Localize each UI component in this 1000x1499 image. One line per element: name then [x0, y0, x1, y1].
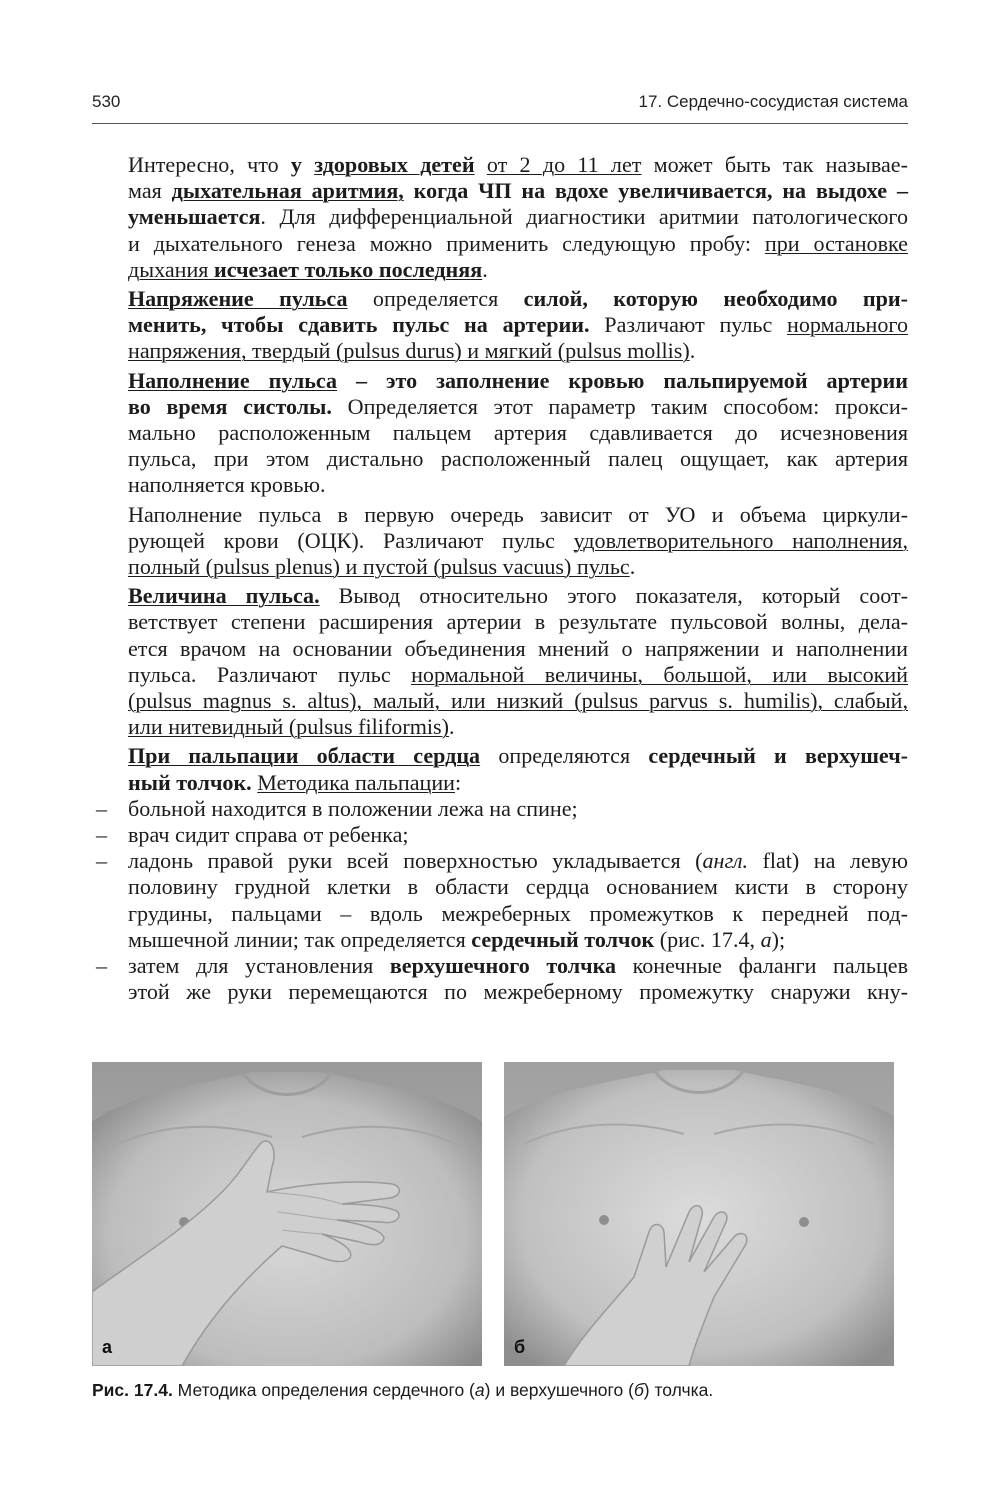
figure-label-a: а [102, 1337, 113, 1357]
paragraph-pulse-filling: Наполнение пульса – это заполнение кровью пальпируемой артерии во время систолы. Определяется этот параметр таким способом: прокси- мально расположенным пальцем артерия сдавливается до исчезновения пульса, при этом дистально расположенный палец ощущает, как артерия наполняется кровью. [128, 367, 909, 498]
paragraph-respiratory-arrhythmia: Интересно, что у здоровых детей от 2 до 11 лет может быть так называе- мая дыхательная аритмия, когда ЧП на вдохе увеличивается, на выдохе – уменьшается. Для дифференциальной диагностики аритмии патологического и дыхательного генеза можно применить следующую пробу: при остановке дыхания исчезает только последняя. [128, 152, 908, 282]
list-item: – затем для установления верхушечного толчка конечные фаланги пальцев этой же руки перемещаются по межреберному промежутку снаружи кну- [96, 953, 909, 1005]
list-item: – врач сидит справа от ребенка; [96, 822, 409, 848]
figure-caption: Рис. 17.4. Методика определения сердечного (а) и верхушечного (б) толчка. [92, 1380, 714, 1400]
paragraph-pulse-tension: Напряжение пульса определяется силой, которую необходимо при- менить, чтобы сдавить пульс на артерии. Различают пульс нормального напряжения, твердый (pulsus durus) и мягкий (pulsus mollis). [128, 286, 908, 364]
paragraph-pulse-magnitude: Величина пульса. Вывод относительно этого показателя, который соот- ветствует степени расширения артерии в результате пульсовой волны, дела- ется врачом на основании объединения мнений о напряжении и наполнении пульса. Различают пульс нормальной величины, большой, или высокий (pulsus magnus s. altus), малый, или низкий (pulsus parvus s. humilis), слабый, или нитевидный (pulsus filiformis). [128, 583, 909, 740]
chapter-title: 17. Сердечно-сосудистая система [638, 92, 908, 111]
palpation-steps-list [92, 796, 908, 1006]
body-text [92, 152, 908, 1006]
figure-17-4 [92, 1062, 894, 1366]
page-header [92, 92, 908, 112]
chest-palm-illustration [92, 1062, 482, 1366]
list-item: – ладонь правой руки всей поверхностью укладывается (англ. flat) на левую половину грудной клетки в области сердца основанием кисти в сторону грудины, пальцами – вдоль межреберных промежутков к передней под- мышечной линии; так определяется сердечный толчок (рис. 17.4, а); [96, 848, 908, 952]
paragraph-filling-dependence: Наполнение пульса в первую очередь зависит от УО и объема циркули- рующей крови (ОЦК). Различают пульс удовлетворительного наполнения, полный (pulsus plenus) и пустой (pulsus vacuus) пульс. [128, 501, 908, 580]
list-item: – больной находится в положении лежа на спине; [96, 795, 578, 821]
photo-apex-beat [504, 1062, 894, 1366]
page-number: 530 [92, 92, 121, 111]
photo-heart-impulse [92, 1062, 482, 1366]
chest-fingers-illustration [504, 1062, 894, 1366]
caption-label: Рис. 17.4. [92, 1380, 173, 1400]
paragraph-heart-palpation: При пальпации области сердца определяются сердечный и верхушеч- ный толчок. Методика пальпации: [128, 743, 909, 795]
header-rule [92, 123, 908, 124]
figure-label-b: б [514, 1337, 526, 1357]
